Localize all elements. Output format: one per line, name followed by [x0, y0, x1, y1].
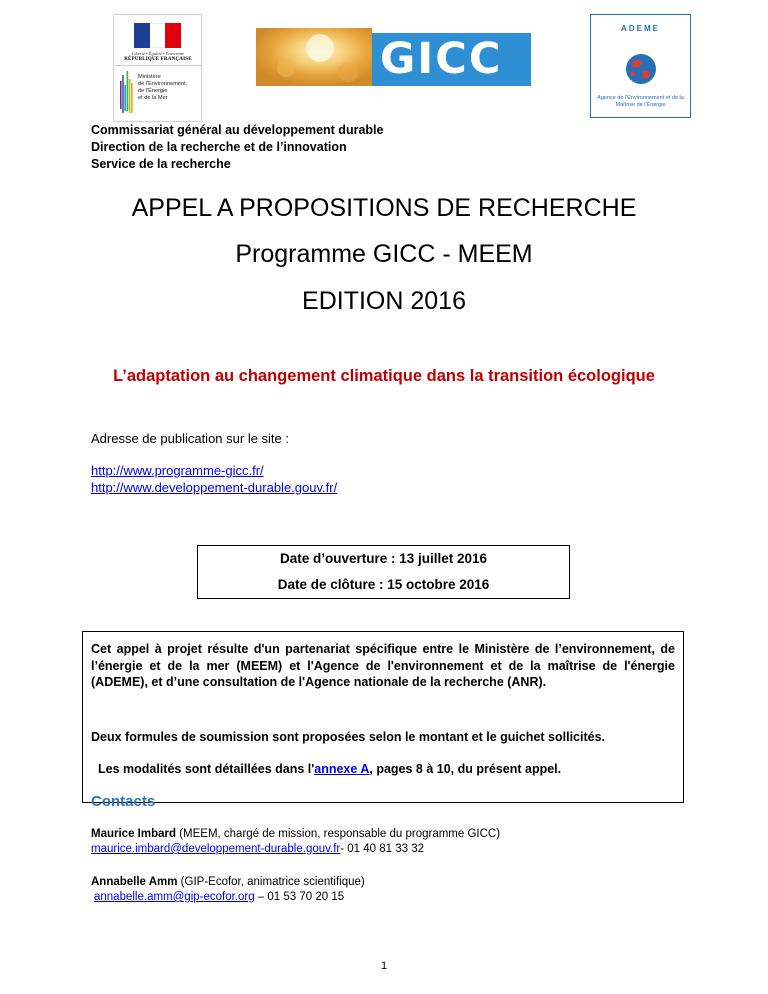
- globe-icon: [623, 51, 659, 87]
- contact-annabelle-amm: [91, 875, 365, 905]
- ministere-logo: [113, 14, 202, 122]
- info-box: [82, 631, 684, 803]
- document-title: APPEL A PROPOSITIONS DE RECHERCHE: [131, 194, 637, 222]
- contact-role: (MEEM, chargé de mission, responsable du programme GICC): [176, 828, 501, 840]
- edition-title: EDITION 2016: [302, 287, 466, 315]
- subtitle: L’adaptation au changement climatique dans la transition écologique: [113, 367, 655, 385]
- gicc-wordmark: GICC: [372, 33, 531, 86]
- contacts-heading: Contacts: [91, 793, 156, 810]
- gicc-logo: [256, 28, 531, 86]
- contact-role: (GIP-Ecofor, animatrice scientifique): [177, 876, 365, 888]
- ministry-line: de l'Énergie: [138, 88, 168, 94]
- ministry-name: [138, 74, 200, 102]
- opening-date: Date d’ouverture : 13 juillet 2016: [279, 551, 488, 566]
- republic-name: RÉPUBLIQUE FRANÇAISE: [124, 57, 192, 62]
- dates-box: [197, 545, 570, 599]
- contact-email-link[interactable]: annabelle.amm@gip-ecofor.org: [94, 891, 255, 903]
- ministry-line: et de la Mer: [138, 95, 168, 101]
- org-line: Service de la recherche: [91, 157, 231, 171]
- link-programme-gicc[interactable]: http://www.programme-gicc.fr/: [91, 463, 264, 478]
- info-paragraph-modalities: [98, 761, 682, 778]
- contact-name: Maurice Imbard: [91, 828, 176, 840]
- contact-email-link[interactable]: maurice.imbard@developpement-durable.gouv.fr: [91, 843, 341, 855]
- modalities-text-end: , pages 8 à 10, du présent appel.: [369, 762, 562, 776]
- link-developpement-durable[interactable]: http://www.developpement-durable.gouv.fr/: [91, 480, 338, 495]
- page-number: 1: [380, 960, 388, 972]
- program-title: Programme GICC - MEEM: [235, 240, 533, 268]
- ademe-logo: [590, 14, 691, 118]
- publication-label: Adresse de publication sur le site :: [91, 431, 289, 446]
- modalities-text: Les modalités sont détaillées dans l': [98, 762, 315, 776]
- color-bars-icon: [120, 71, 134, 115]
- annexe-a-link[interactable]: annexe A: [314, 762, 370, 776]
- org-line: Commissariat général au développement durable: [91, 123, 384, 137]
- info-paragraph-partnership: Cet appel à projet résulte d'un partenariat spécifique entre le Ministère de l’environnement, de l’énergie et de la mer (MEEM) et l'Agence de l'environnement et de la maîtrise de l'énergie (ADEME), et d’une consultation de l'Agence nationale de la recherche (ANR).: [91, 642, 675, 689]
- contact-name: Annabelle Amm: [91, 876, 178, 888]
- info-paragraph-formulas: Deux formules de soumission sont proposées selon le montant et le guichet sollicités.: [91, 730, 606, 744]
- closing-date: Date de clôture : 15 octobre 2016: [277, 577, 490, 592]
- contact-maurice-imbard: [91, 827, 500, 857]
- ministry-line: de l'Environnement,: [138, 81, 188, 87]
- contact-phone: - 01 40 81 33 32: [340, 843, 425, 855]
- ademe-caption: Agence de l'Environnement et de la Maîtrise de l'Énergie: [597, 95, 684, 108]
- org-line: Direction de la recherche et de l’innovation: [91, 140, 347, 154]
- french-flag-icon: [134, 23, 181, 48]
- organisation-block: [91, 122, 383, 173]
- sun-texture-icon: [256, 28, 372, 86]
- ademe-wordmark: ADEME: [621, 24, 660, 33]
- logo-divider: [114, 65, 201, 66]
- republic-motto: Liberté • Égalité • Fraternité: [131, 51, 185, 56]
- contact-phone: – 01 53 70 20 15: [254, 891, 345, 903]
- ministry-line: Ministère: [138, 74, 161, 80]
